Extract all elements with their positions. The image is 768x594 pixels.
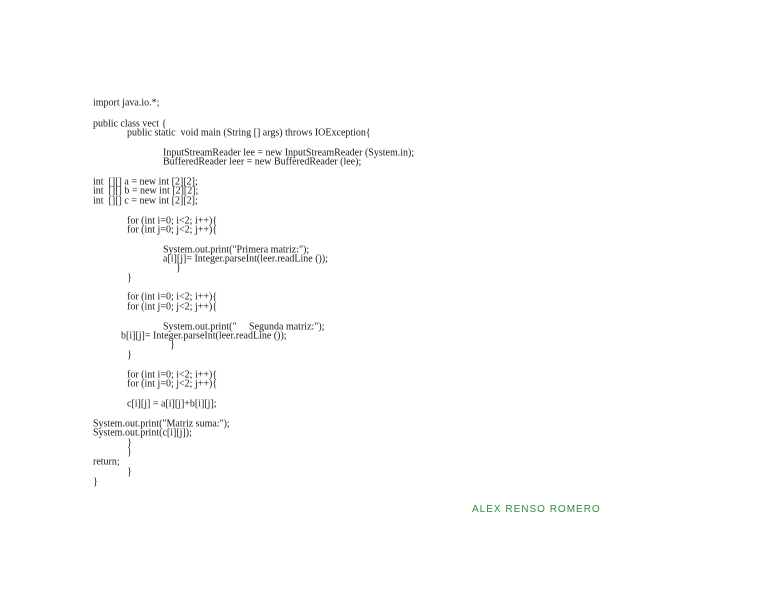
code-line-close-brace: } xyxy=(127,348,132,361)
author-signature-text: ALEX RENSO ROMERO xyxy=(472,505,601,512)
author-signature xyxy=(472,505,632,512)
code-line-close-brace: } xyxy=(93,475,98,488)
code-line-loop-i-first: for (int i=0; i<2; i++){ xyxy=(127,214,218,227)
code-line-array-b: int [][] b = new int [2][2]; xyxy=(93,184,199,197)
code-line-print-segunda: System.out.print(" Segunda matriz:"); xyxy=(163,320,325,333)
code-line-loop-i-third: for (int i=0; i<2; i++){ xyxy=(127,368,218,381)
code-line-read-a: a[i][j]= Integer.parseInt(leer.readLine ()); xyxy=(163,252,328,265)
code-line-array-c: int [][] c = new int [2][2]; xyxy=(93,194,198,207)
code-line-main-method: public static void main (String [] args) throws IOException{ xyxy=(127,126,371,139)
code-line-sum: c[i][j] = a[i][j]+b[i][j]; xyxy=(127,397,217,410)
code-line-class-declaration: public class vect { xyxy=(93,117,167,130)
code-line-read-b: b[i][j]= Integer.parseInt(leer.readLine ()); xyxy=(121,329,287,342)
code-line-close-brace: } xyxy=(127,271,132,284)
code-line-loop-i-second: for (int i=0; i<2; i++){ xyxy=(127,290,218,303)
code-line-array-a: int [][] a = new int [2][2]; xyxy=(93,175,198,188)
code-line-return: return; xyxy=(93,455,120,468)
code-line-loop-j-second: for (int j=0; j<2; j++){ xyxy=(127,300,218,313)
code-line-import: import java.io.*; xyxy=(93,96,160,109)
code-line-loop-j-first: for (int j=0; j<2; j++){ xyxy=(127,223,218,236)
code-line-print-c: System.out.print(c[i][j]); xyxy=(93,426,192,439)
code-line-print-primera: System.out.print("Primera matriz:"); xyxy=(163,243,310,256)
code-line-buffered-reader: BufferedReader leer = new BufferedReader (lee); xyxy=(163,155,362,168)
code-line-print-suma-label: System.out.print("Matriz suma:"); xyxy=(93,417,230,430)
code-line-close-brace: } xyxy=(127,465,132,478)
code-line-close-brace: } xyxy=(127,436,132,449)
code-line-close-brace: } xyxy=(176,261,181,274)
code-line-close-brace: } xyxy=(127,445,132,458)
code-line-loop-j-third: for (int j=0; j<2; j++){ xyxy=(127,377,218,390)
code-line-input-stream-reader: InputStreamReader lee = new InputStreamReader (System.in); xyxy=(163,146,415,159)
code-line-close-brace: } xyxy=(170,338,175,351)
